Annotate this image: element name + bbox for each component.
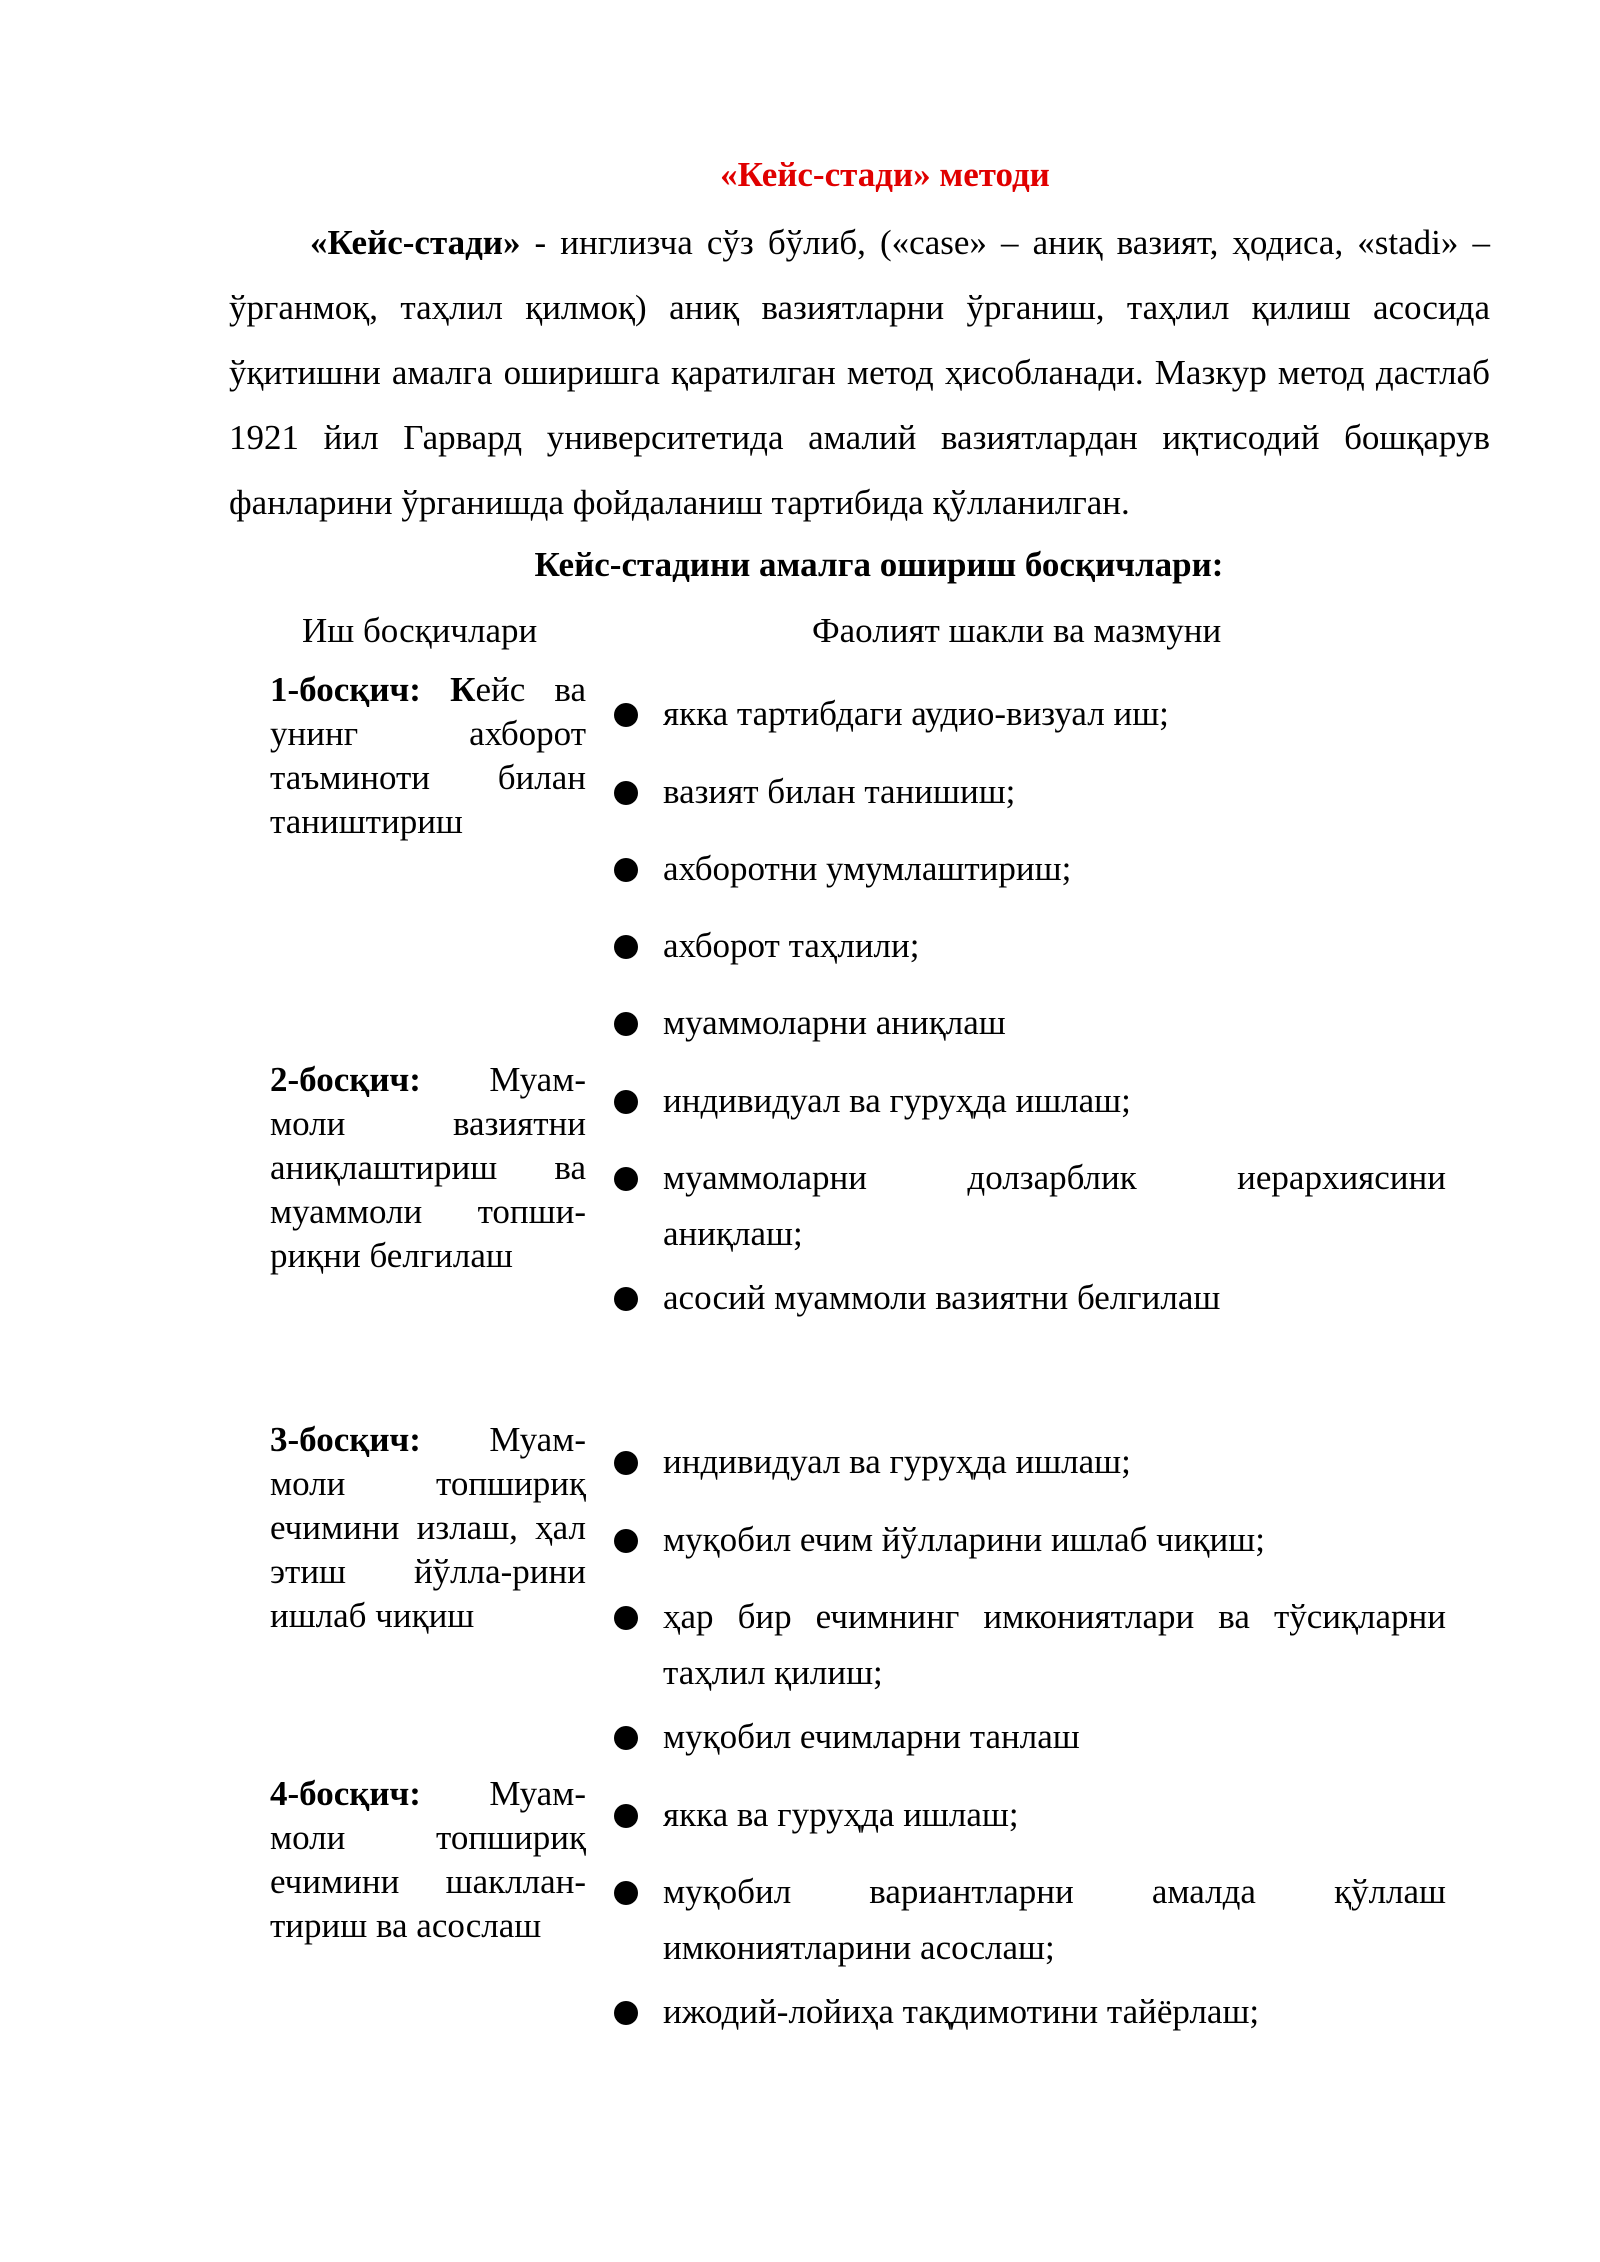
bullet-item: индивидуал ва гуруҳда ишлаш; (614, 1434, 1446, 1490)
bullet-dot-icon (614, 1012, 638, 1036)
stage-4 (270, 1772, 586, 1948)
stage-2 (270, 1058, 586, 1278)
bullet-item: ахборотни умумлаштириш; (614, 841, 1446, 897)
column-header-activities: Фаолият шакли ва мазмуни (812, 611, 1222, 650)
bullet-item: индивидуал ва гуруҳда ишлаш; (614, 1073, 1446, 1129)
bullet-item: муқобил ечим йўлларини ишлаб чиқиш; (614, 1512, 1446, 1568)
bullet-item: ахборот таҳлили; (614, 918, 1446, 974)
bullet-item: муқобил ечимларни танлаш (614, 1709, 1446, 1765)
bullet-item: муаммоларни долзарблик иерархиясини аниқлаш; (614, 1150, 1446, 1262)
stage-label: 1-босқич: (270, 670, 421, 709)
stage-description: Муам-моли топшириқ ечимини шакллан-тириш ва асослаш (270, 1774, 586, 1945)
bullet-item: вазият билан танишиш; (614, 764, 1446, 820)
bullet-item: якка тартибдаги аудио-визуал иш; (614, 686, 1446, 742)
bullet-dot-icon (614, 2001, 638, 2025)
bullet-dot-icon (614, 1881, 638, 1905)
stage-1 (270, 668, 586, 844)
bullet-dot-icon (614, 935, 638, 959)
bullet-dot-icon (614, 1451, 638, 1475)
stage-description: Муам-моли топшириқ ечимини излаш, ҳал этиш йўлла-рини ишлаб чиқиш (270, 1420, 586, 1635)
document-title: «Кейс-стади» методи (720, 155, 1050, 194)
bullet-dot-icon (614, 858, 638, 882)
bullet-item: якка ва гуруҳда ишлаш; (614, 1787, 1446, 1843)
intro-text: - инглизча сўз бўлиб, («case» – аниқ вазият, ҳодиса, «stadi» – ўрганмоқ, таҳлил қилмоқ) аниқ вазиятларни ўрганиш, таҳлил қилиш асосида ўқитишни амалга оширишга қаратилган метод ҳисобланади. Мазкур метод дастлаб 1921 йил Гарвард университетида амалий вазиятлардан иқтисодий бошқарув фанларини ўрганишда фойдаланиш тартибида қўлланилган. (229, 223, 1490, 522)
bullet-dot-icon (614, 1090, 638, 1114)
bullet-dot-icon (614, 1726, 638, 1750)
stage-description: ейс ва унинг ахборот таъминоти билан таништириш (270, 670, 587, 841)
stage-label: 2-босқич: (270, 1060, 421, 1099)
bullet-item: ижодий-лойиҳа тақдимотини тайёрлаш; (614, 1984, 1446, 2040)
intro-paragraph (229, 210, 1490, 535)
stage-label: 4-босқич: (270, 1774, 421, 1813)
column-header-stages: Иш босқичлари (302, 611, 538, 650)
stage-3 (270, 1418, 586, 1638)
bullet-item: ҳар бир ечимнинг имкониятлари ва тўсиқларни таҳлил қилиш; (614, 1589, 1446, 1701)
stage-label: 3-босқич: (270, 1420, 421, 1459)
bullet-dot-icon (614, 1606, 638, 1630)
bullet-item: муқобил вариантларни амалда қўллаш имкониятларини асослаш; (614, 1864, 1446, 1976)
stage-description: Муам-моли вазиятни аниқлаштириш ва муаммоли топши-риқни белгилаш (270, 1060, 586, 1275)
bullet-item: муаммоларни аниқлаш (614, 995, 1446, 1051)
bullet-dot-icon (614, 1529, 638, 1553)
bullet-dot-icon (614, 1167, 638, 1191)
bullet-dot-icon (614, 1287, 638, 1311)
bullet-dot-icon (614, 703, 638, 727)
bullet-dot-icon (614, 1804, 638, 1828)
section-subtitle: Кейс-стадини амалга ошириш босқичлари: (534, 545, 1224, 584)
intro-lead-term: «Кейс-стади» (310, 223, 521, 262)
bullet-item: асосий муаммоли вазиятни белгилаш (614, 1270, 1446, 1326)
stage-first-letter: К (450, 670, 476, 709)
bullet-dot-icon (614, 781, 638, 805)
